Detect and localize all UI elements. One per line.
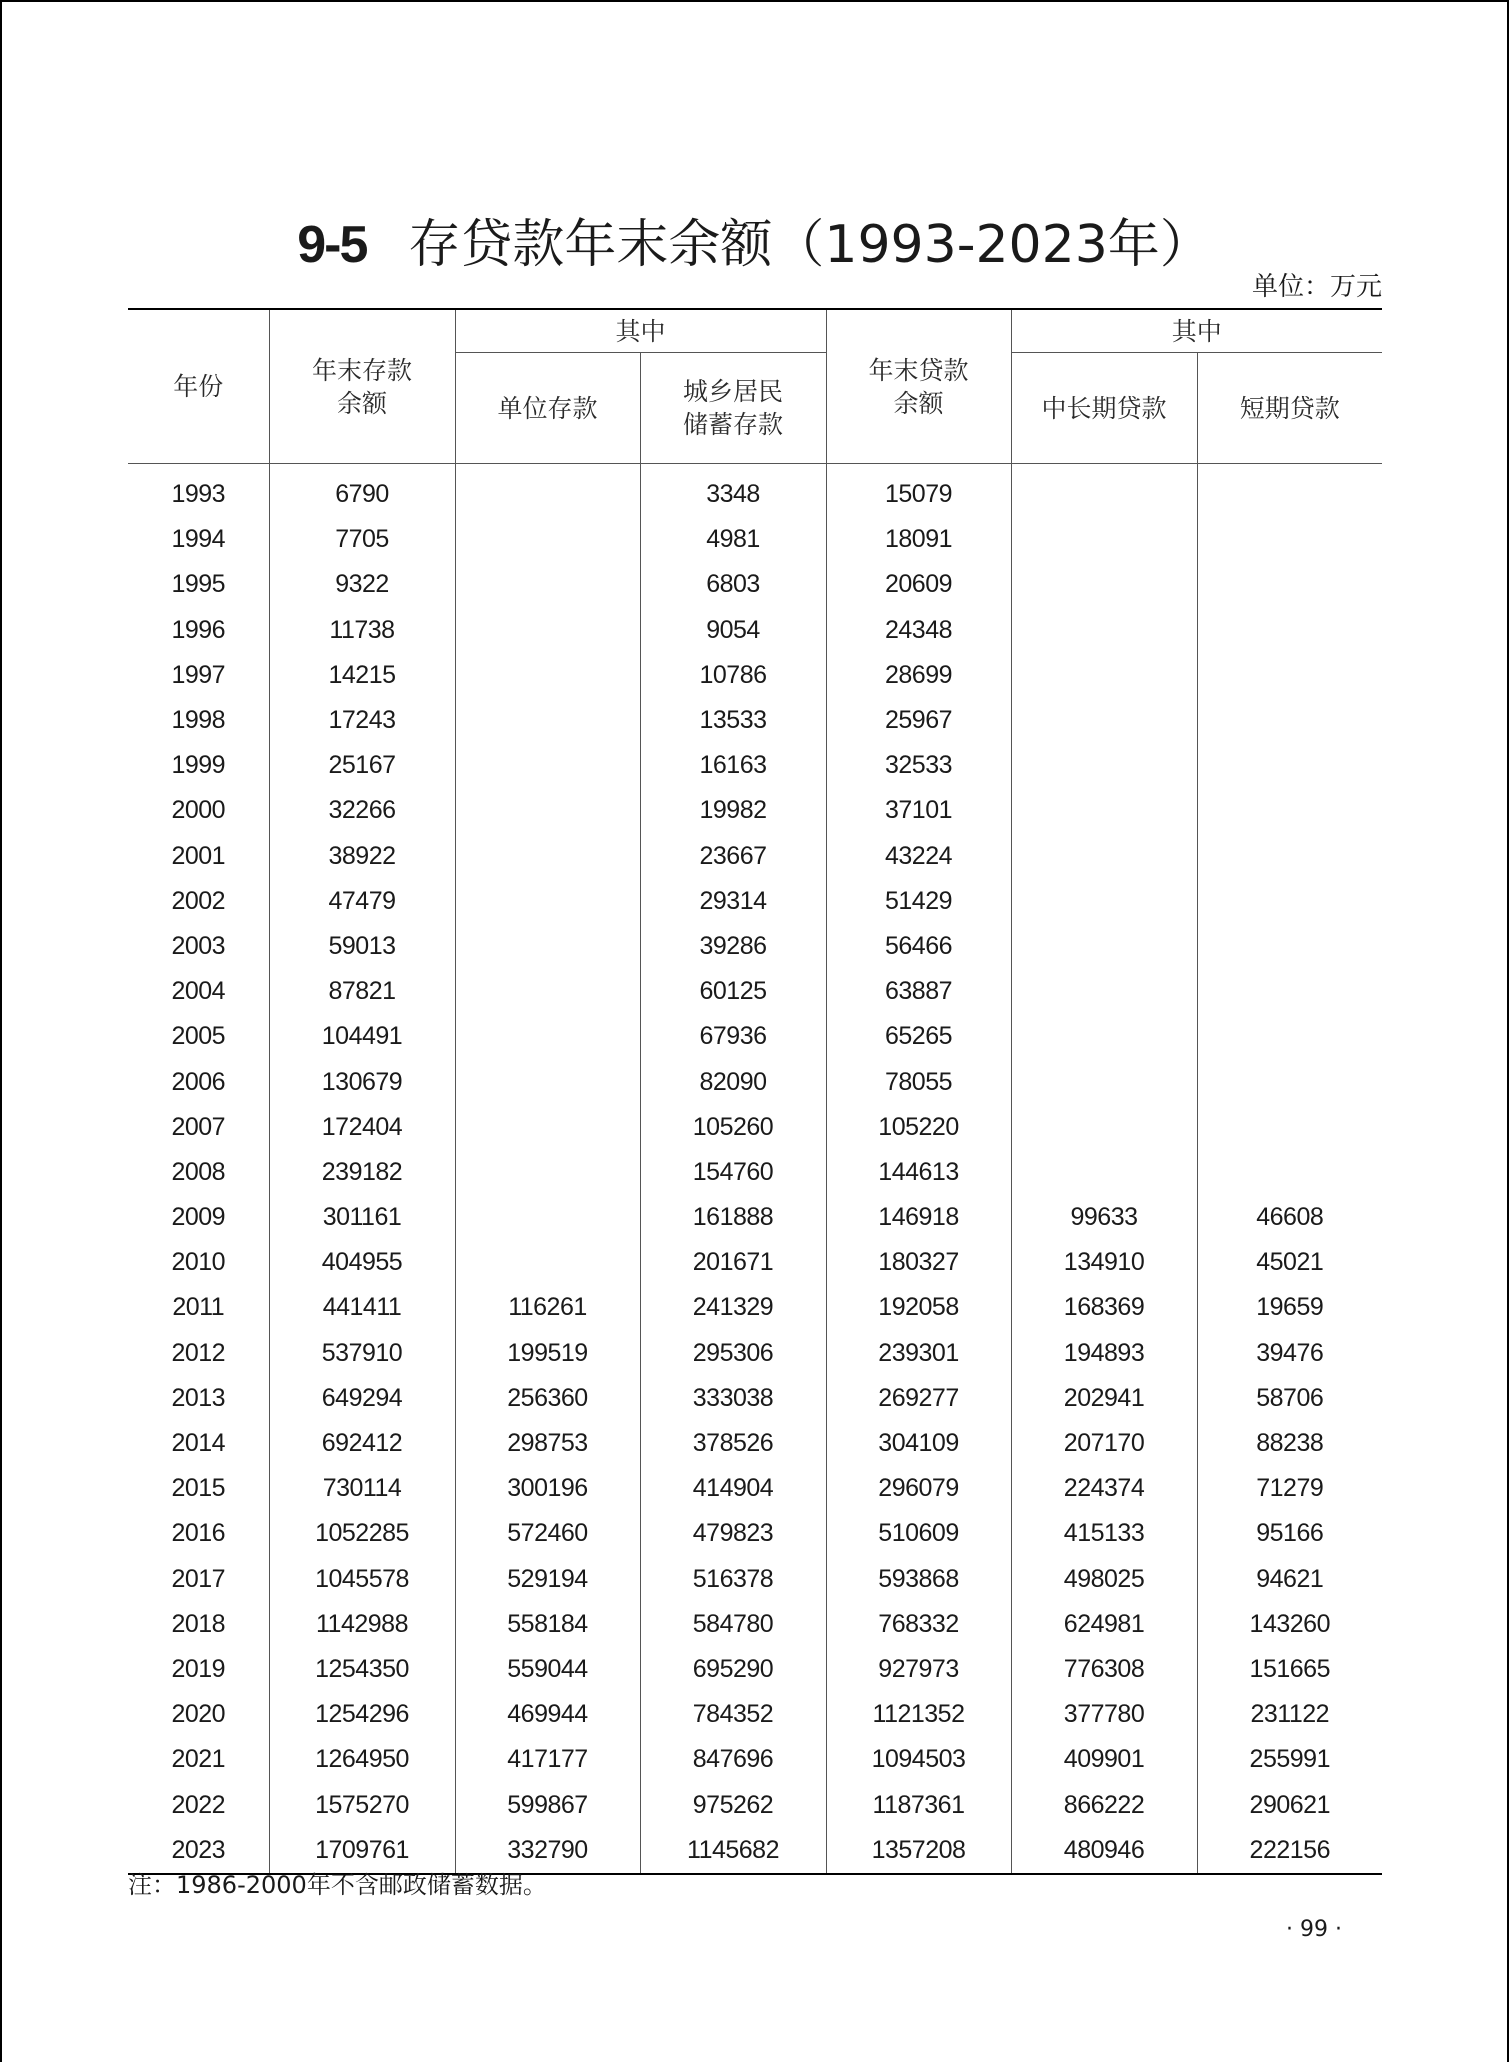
cell-deposit-balance: 1264950	[269, 1737, 455, 1782]
cell-long-term-loan: 194893	[1011, 1331, 1197, 1376]
cell-year: 2005	[128, 1014, 269, 1059]
table-row	[128, 1466, 1382, 1511]
cell-loan-balance: 192058	[826, 1285, 1011, 1330]
cell-short-term-loan	[1197, 698, 1382, 743]
cell-short-term-loan: 151665	[1249, 1654, 1330, 1683]
cell-savings-deposit: 82090	[640, 1059, 826, 1104]
cell-unit-deposit: 599867	[455, 1782, 640, 1827]
cell-loan-balance: 144613	[826, 1150, 1011, 1195]
cell-long-term-loan	[1011, 562, 1197, 607]
cell-short-term-loan	[1197, 834, 1382, 879]
cell-year: 1994	[128, 517, 269, 562]
cell-savings-deposit: 784352	[640, 1692, 826, 1737]
cell-savings-deposit: 161888	[640, 1195, 826, 1240]
cell-unit-deposit: 559044	[455, 1647, 640, 1692]
cell-year: 2023	[128, 1828, 269, 1874]
cell-deposit-balance: 47479	[269, 879, 455, 924]
table-row	[128, 1059, 1382, 1104]
cell-savings-deposit: 29314	[640, 879, 826, 924]
header-deposit-balance	[269, 309, 455, 464]
header-savings-deposit	[640, 353, 826, 464]
cell-deposit-balance: 14215	[269, 653, 455, 698]
header-long-term-loan: 中长期贷款	[1011, 353, 1197, 464]
cell-savings-deposit: 4981	[640, 517, 826, 562]
cell-savings-deposit: 19982	[640, 788, 826, 833]
cell-savings-deposit: 695290	[640, 1647, 826, 1692]
page-number: · 99 ·	[1286, 1917, 1342, 1942]
table-row	[128, 1376, 1382, 1421]
cell-short-term-loan: 46608	[1256, 1203, 1324, 1232]
header-year: 年份	[128, 309, 269, 464]
cell-deposit-balance: 172404	[269, 1105, 455, 1150]
cell-deposit-balance: 692412	[269, 1421, 455, 1466]
cell-unit-deposit	[455, 1014, 640, 1059]
cell-loan-balance: 768332	[826, 1602, 1011, 1647]
cell-unit-deposit: 558184	[455, 1602, 640, 1647]
cell-deposit-balance: 730114	[269, 1466, 455, 1511]
cell-year: 2009	[128, 1195, 269, 1240]
cell-unit-deposit: 332790	[455, 1828, 640, 1874]
cell-loan-balance: 15079	[826, 464, 1011, 518]
table-row	[128, 653, 1382, 698]
header-short-term-loan: 短期贷款	[1197, 353, 1382, 464]
cell-long-term-loan	[1011, 1150, 1197, 1195]
cell-savings-deposit: 295306	[640, 1331, 826, 1376]
cell-long-term-loan: 498025	[1011, 1557, 1197, 1602]
cell-savings-deposit: 975262	[640, 1782, 826, 1827]
cell-year: 2001	[128, 834, 269, 879]
cell-deposit-balance: 1142988	[269, 1602, 455, 1647]
cell-year: 2004	[128, 969, 269, 1014]
cell-year: 2007	[128, 1105, 269, 1150]
cell-savings-deposit: 378526	[640, 1421, 826, 1466]
cell-loan-balance: 1187361	[826, 1782, 1011, 1827]
cell-long-term-loan	[1011, 464, 1197, 518]
table-row	[128, 698, 1382, 743]
cell-long-term-loan	[1011, 1059, 1197, 1104]
cell-short-term-loan	[1197, 743, 1382, 788]
cell-short-term-loan: 255991	[1249, 1745, 1330, 1774]
cell-unit-deposit: 256360	[455, 1376, 640, 1421]
cell-year: 2011	[128, 1285, 269, 1330]
cell-savings-deposit: 105260	[640, 1105, 826, 1150]
cell-year: 2013	[128, 1376, 269, 1421]
cell-loan-balance: 593868	[826, 1557, 1011, 1602]
cell-year: 2019	[128, 1647, 269, 1692]
cell-year: 2012	[128, 1331, 269, 1376]
cell-year: 2018	[128, 1602, 269, 1647]
cell-loan-balance: 28699	[826, 653, 1011, 698]
cell-long-term-loan: 224374	[1011, 1466, 1197, 1511]
cell-unit-deposit: 529194	[455, 1557, 640, 1602]
table-row	[128, 1105, 1382, 1150]
cell-loan-balance: 43224	[826, 834, 1011, 879]
cell-unit-deposit	[455, 1195, 640, 1240]
cell-year: 1998	[128, 698, 269, 743]
cell-short-term-loan: 58706	[1256, 1383, 1324, 1412]
cell-year: 2017	[128, 1557, 269, 1602]
cell-short-term-loan: 95166	[1256, 1519, 1324, 1548]
cell-unit-deposit: 572460	[455, 1511, 640, 1556]
cell-deposit-balance: 59013	[269, 924, 455, 969]
table-row	[128, 879, 1382, 924]
cell-loan-balance: 510609	[826, 1511, 1011, 1556]
cell-short-term-loan: 39476	[1256, 1338, 1324, 1367]
cell-loan-balance: 25967	[826, 698, 1011, 743]
cell-short-term-loan	[1197, 1150, 1382, 1195]
cell-short-term-loan	[1197, 924, 1382, 969]
cell-savings-deposit: 39286	[640, 924, 826, 969]
table-row	[128, 1421, 1382, 1466]
cell-loan-balance: 927973	[826, 1647, 1011, 1692]
cell-year: 2020	[128, 1692, 269, 1737]
cell-long-term-loan	[1011, 743, 1197, 788]
cell-long-term-loan: 207170	[1011, 1421, 1197, 1466]
cell-deposit-balance: 130679	[269, 1059, 455, 1104]
cell-short-term-loan: 88238	[1256, 1429, 1324, 1458]
cell-unit-deposit	[455, 969, 640, 1014]
cell-unit-deposit: 417177	[455, 1737, 640, 1782]
cell-unit-deposit	[455, 464, 640, 518]
cell-year: 1997	[128, 653, 269, 698]
cell-unit-deposit: 300196	[455, 1466, 640, 1511]
cell-deposit-balance: 1575270	[269, 1782, 455, 1827]
cell-unit-deposit	[455, 743, 640, 788]
page-title	[0, 213, 1509, 277]
cell-deposit-balance: 1052285	[269, 1511, 455, 1556]
header-loan-balance-text: 年末贷款 余额	[868, 355, 969, 418]
cell-loan-balance: 146918	[826, 1195, 1011, 1240]
cell-short-term-loan: 143260	[1249, 1609, 1330, 1638]
cell-long-term-loan: 99633	[1011, 1195, 1197, 1240]
cell-year: 1996	[128, 608, 269, 653]
header-deposit-balance-text: 年末存款 余额	[311, 355, 412, 418]
table-row	[128, 1150, 1382, 1195]
table-row	[128, 924, 1382, 969]
cell-unit-deposit	[455, 608, 640, 653]
cell-loan-balance: 78055	[826, 1059, 1011, 1104]
cell-short-term-loan: 19659	[1256, 1293, 1324, 1322]
cell-deposit-balance: 301161	[269, 1195, 455, 1240]
table-body	[128, 464, 1382, 1874]
cell-savings-deposit: 584780	[640, 1602, 826, 1647]
cell-loan-balance: 20609	[826, 562, 1011, 607]
table-row	[128, 1195, 1382, 1240]
cell-savings-deposit: 3348	[640, 464, 826, 518]
cell-year: 2008	[128, 1150, 269, 1195]
cell-deposit-balance: 1254350	[269, 1647, 455, 1692]
cell-deposit-balance: 537910	[269, 1331, 455, 1376]
table-row	[128, 1782, 1382, 1827]
table-row	[128, 1014, 1382, 1059]
cell-loan-balance: 37101	[826, 788, 1011, 833]
cell-unit-deposit	[455, 517, 640, 562]
cell-deposit-balance: 1045578	[269, 1557, 455, 1602]
cell-savings-deposit: 23667	[640, 834, 826, 879]
cell-savings-deposit: 10786	[640, 653, 826, 698]
cell-savings-deposit: 6803	[640, 562, 826, 607]
header-of-which-deposits: 其中	[455, 309, 826, 353]
cell-loan-balance: 63887	[826, 969, 1011, 1014]
cell-deposit-balance: 25167	[269, 743, 455, 788]
cell-loan-balance: 239301	[826, 1331, 1011, 1376]
table-row	[128, 834, 1382, 879]
footnote: 注：1986-2000年不含邮政储蓄数据。	[128, 1871, 547, 1899]
cell-year: 1999	[128, 743, 269, 788]
cell-long-term-loan: 624981	[1011, 1602, 1197, 1647]
cell-long-term-loan	[1011, 1105, 1197, 1150]
table-row	[128, 562, 1382, 607]
table-row	[128, 1511, 1382, 1556]
cell-loan-balance: 51429	[826, 879, 1011, 924]
cell-year: 2014	[128, 1421, 269, 1466]
cell-deposit-balance: 38922	[269, 834, 455, 879]
table-row	[128, 1737, 1382, 1782]
cell-long-term-loan: 202941	[1011, 1376, 1197, 1421]
cell-long-term-loan	[1011, 653, 1197, 698]
cell-deposit-balance: 239182	[269, 1150, 455, 1195]
table-row	[128, 1647, 1382, 1692]
cell-savings-deposit: 1145682	[640, 1828, 826, 1874]
data-table	[128, 308, 1382, 1875]
cell-long-term-loan: 415133	[1011, 1511, 1197, 1556]
cell-year: 2003	[128, 924, 269, 969]
cell-deposit-balance: 7705	[269, 517, 455, 562]
cell-year: 2022	[128, 1782, 269, 1827]
table-row	[128, 788, 1382, 833]
cell-long-term-loan: 866222	[1011, 1782, 1197, 1827]
cell-long-term-loan	[1011, 788, 1197, 833]
cell-loan-balance: 32533	[826, 743, 1011, 788]
table-title-text: 存贷款年末余额（1993-2023年）	[408, 214, 1212, 275]
cell-short-term-loan	[1197, 562, 1382, 607]
cell-long-term-loan	[1011, 924, 1197, 969]
cell-savings-deposit: 201671	[640, 1240, 826, 1285]
cell-unit-deposit	[455, 1059, 640, 1104]
cell-deposit-balance: 6790	[269, 464, 455, 518]
cell-loan-balance: 1357208	[826, 1828, 1011, 1874]
header-unit-deposit: 单位存款	[455, 353, 640, 464]
cell-short-term-loan	[1197, 1105, 1382, 1150]
table-row	[128, 1692, 1382, 1737]
cell-short-term-loan: 45021	[1256, 1248, 1324, 1277]
cell-year: 2000	[128, 788, 269, 833]
cell-short-term-loan: 71279	[1256, 1474, 1324, 1503]
cell-long-term-loan: 409901	[1011, 1737, 1197, 1782]
cell-unit-deposit: 469944	[455, 1692, 640, 1737]
cell-loan-balance: 56466	[826, 924, 1011, 969]
cell-long-term-loan: 168369	[1011, 1285, 1197, 1330]
cell-unit-deposit	[455, 653, 640, 698]
table-row	[128, 1828, 1382, 1874]
cell-savings-deposit: 241329	[640, 1285, 826, 1330]
table-row	[128, 969, 1382, 1014]
cell-deposit-balance: 441411	[269, 1285, 455, 1330]
cell-long-term-loan	[1011, 879, 1197, 924]
cell-unit-deposit: 298753	[455, 1421, 640, 1466]
cell-loan-balance: 180327	[826, 1240, 1011, 1285]
cell-savings-deposit: 16163	[640, 743, 826, 788]
cell-unit-deposit	[455, 562, 640, 607]
cell-long-term-loan: 134910	[1011, 1240, 1197, 1285]
cell-savings-deposit: 60125	[640, 969, 826, 1014]
table-row	[128, 1331, 1382, 1376]
cell-long-term-loan	[1011, 517, 1197, 562]
cell-long-term-loan	[1011, 1014, 1197, 1059]
table-row	[128, 517, 1382, 562]
cell-savings-deposit: 847696	[640, 1737, 826, 1782]
cell-year: 2002	[128, 879, 269, 924]
cell-loan-balance: 269277	[826, 1376, 1011, 1421]
cell-short-term-loan: 231122	[1250, 1700, 1330, 1729]
cell-loan-balance: 304109	[826, 1421, 1011, 1466]
table-row	[128, 464, 1382, 518]
table-row	[128, 1557, 1382, 1602]
cell-loan-balance: 65265	[826, 1014, 1011, 1059]
cell-short-term-loan	[1197, 788, 1382, 833]
cell-short-term-loan	[1197, 517, 1382, 562]
cell-long-term-loan: 377780	[1011, 1692, 1197, 1737]
cell-short-term-loan	[1197, 608, 1382, 653]
cell-short-term-loan	[1197, 879, 1382, 924]
cell-savings-deposit: 333038	[640, 1376, 826, 1421]
cell-savings-deposit: 516378	[640, 1557, 826, 1602]
cell-deposit-balance: 11738	[269, 608, 455, 653]
cell-deposit-balance: 649294	[269, 1376, 455, 1421]
table-number: 9-5	[297, 215, 367, 274]
cell-loan-balance: 18091	[826, 517, 1011, 562]
cell-short-term-loan: 222156	[1197, 1828, 1382, 1874]
cell-year: 2021	[128, 1737, 269, 1782]
cell-long-term-loan	[1011, 834, 1197, 879]
cell-year: 1993	[128, 464, 269, 518]
cell-short-term-loan	[1197, 653, 1382, 698]
cell-deposit-balance: 32266	[269, 788, 455, 833]
cell-long-term-loan: 480946	[1011, 1828, 1197, 1874]
cell-savings-deposit: 479823	[640, 1511, 826, 1556]
cell-deposit-balance: 17243	[269, 698, 455, 743]
cell-savings-deposit: 414904	[640, 1466, 826, 1511]
table-row	[128, 743, 1382, 788]
cell-unit-deposit	[455, 1105, 640, 1150]
cell-loan-balance: 296079	[826, 1466, 1011, 1511]
cell-unit-deposit	[455, 1150, 640, 1195]
cell-unit-deposit	[455, 834, 640, 879]
cell-savings-deposit: 13533	[640, 698, 826, 743]
cell-unit-deposit	[455, 924, 640, 969]
cell-long-term-loan	[1011, 969, 1197, 1014]
cell-deposit-balance: 1254296	[269, 1692, 455, 1737]
cell-year: 2015	[128, 1466, 269, 1511]
cell-loan-balance: 1094503	[826, 1737, 1011, 1782]
cell-deposit-balance: 104491	[269, 1014, 455, 1059]
cell-long-term-loan: 776308	[1011, 1647, 1197, 1692]
table-row	[128, 1240, 1382, 1285]
cell-loan-balance: 105220	[826, 1105, 1011, 1150]
header-of-which-loans: 其中	[1011, 309, 1382, 353]
cell-year: 1995	[128, 562, 269, 607]
cell-deposit-balance: 1709761	[269, 1828, 455, 1874]
cell-long-term-loan	[1011, 698, 1197, 743]
table-row	[128, 1285, 1382, 1330]
cell-unit-deposit	[455, 788, 640, 833]
cell-deposit-balance: 87821	[269, 969, 455, 1014]
cell-short-term-loan: 94621	[1256, 1564, 1324, 1593]
cell-deposit-balance: 9322	[269, 562, 455, 607]
header-loan-balance	[826, 309, 1011, 464]
cell-short-term-loan	[1197, 969, 1382, 1014]
cell-unit-deposit	[455, 879, 640, 924]
cell-year: 2016	[128, 1511, 269, 1556]
cell-deposit-balance: 404955	[269, 1240, 455, 1285]
cell-unit-deposit	[455, 698, 640, 743]
cell-short-term-loan	[1197, 1059, 1382, 1104]
cell-long-term-loan	[1011, 608, 1197, 653]
cell-short-term-loan	[1197, 1014, 1382, 1059]
cell-unit-deposit: 199519	[455, 1331, 640, 1376]
table-row	[128, 1602, 1382, 1647]
header-savings-deposit-text: 城乡居民 储蓄存款	[683, 377, 784, 439]
cell-savings-deposit: 154760	[640, 1150, 826, 1195]
table-row	[128, 608, 1382, 653]
cell-unit-deposit	[455, 1240, 640, 1285]
cell-year: 2010	[128, 1240, 269, 1285]
cell-loan-balance: 24348	[826, 608, 1011, 653]
cell-short-term-loan: 290621	[1249, 1790, 1330, 1819]
cell-savings-deposit: 9054	[640, 608, 826, 653]
cell-unit-deposit: 116261	[455, 1285, 640, 1330]
unit-label: 单位：万元	[1251, 272, 1382, 302]
cell-loan-balance: 1121352	[826, 1692, 1011, 1737]
cell-savings-deposit: 67936	[640, 1014, 826, 1059]
cell-short-term-loan	[1197, 464, 1382, 518]
cell-year: 2006	[128, 1059, 269, 1104]
